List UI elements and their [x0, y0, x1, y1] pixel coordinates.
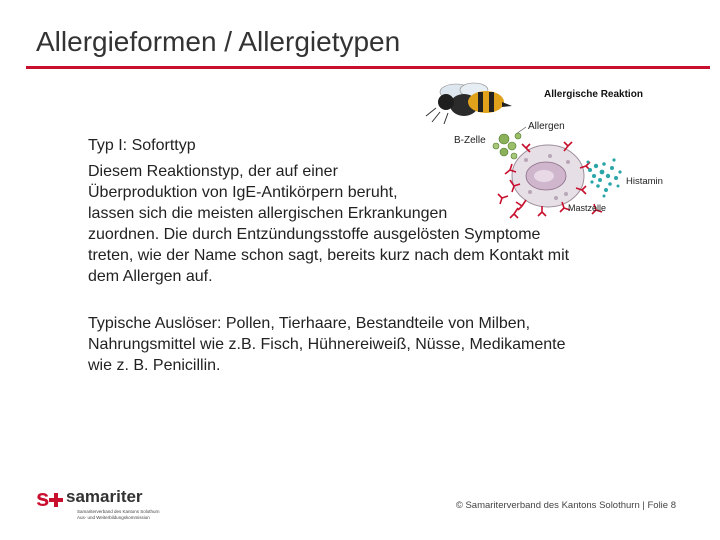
samariter-logo — [36, 484, 196, 524]
allergen-label: Allergen — [528, 121, 565, 132]
paragraph-1-line: Überproduktion von IgE-Antikörpern beruht, — [88, 184, 398, 201]
paragraph-2-line: wie z. B. Penicillin. — [88, 357, 221, 374]
logo-tagline-2: Aus- und Weiterbildungskommission — [77, 515, 150, 520]
footer-text: © Samariterverband des Kantons Solothurn | Folie 8 — [455, 500, 676, 511]
b-cell — [493, 133, 521, 159]
histamine-label: Histamin — [626, 176, 663, 187]
subheading: Typ I: Soforttyp — [88, 137, 196, 154]
logo-tagline-1: Samariterverband des Kantons Solothurn — [77, 509, 160, 514]
slide-title: Allergieformen / Allergietypen — [36, 26, 401, 57]
paragraph-1-line: Diesem Reaktionstyp, der auf einer — [88, 163, 338, 180]
title-divider — [26, 66, 710, 69]
logo-wordmark: samariter — [66, 487, 143, 506]
paragraph-1-line: zuordnen. Die durch Entzündungsstoffe ausgelösten Symptome — [88, 226, 541, 243]
b-cell-label: B-Zelle — [454, 135, 486, 146]
paragraph-1-line: dem Allergen auf. — [88, 268, 213, 285]
paragraph-2-line: Nahrungsmittel wie z.B. Fisch, Hühnereiweiß, Nüsse, Medikamente — [88, 336, 566, 353]
logo-s-glyph: s — [36, 485, 50, 512]
paragraph-1-line: lassen sich die meisten allergischen Erkrankungen — [88, 205, 448, 222]
paragraph-2-line: Typische Auslöser: Pollen, Tierhaare, Bestandteile von Milben, — [88, 315, 531, 332]
bee-icon — [426, 83, 512, 124]
mast-cell-label: Mastzelle — [568, 203, 607, 213]
logo-cross-horizontal — [49, 498, 63, 502]
paragraph-2 — [88, 313, 648, 376]
paragraph-1 — [88, 161, 643, 287]
paragraph-1-line: treten, wie der Name schon sagt, bereits kurz nach dem Kontakt mit — [88, 247, 570, 264]
diagram-title: Allergische Reaktion — [544, 89, 643, 100]
